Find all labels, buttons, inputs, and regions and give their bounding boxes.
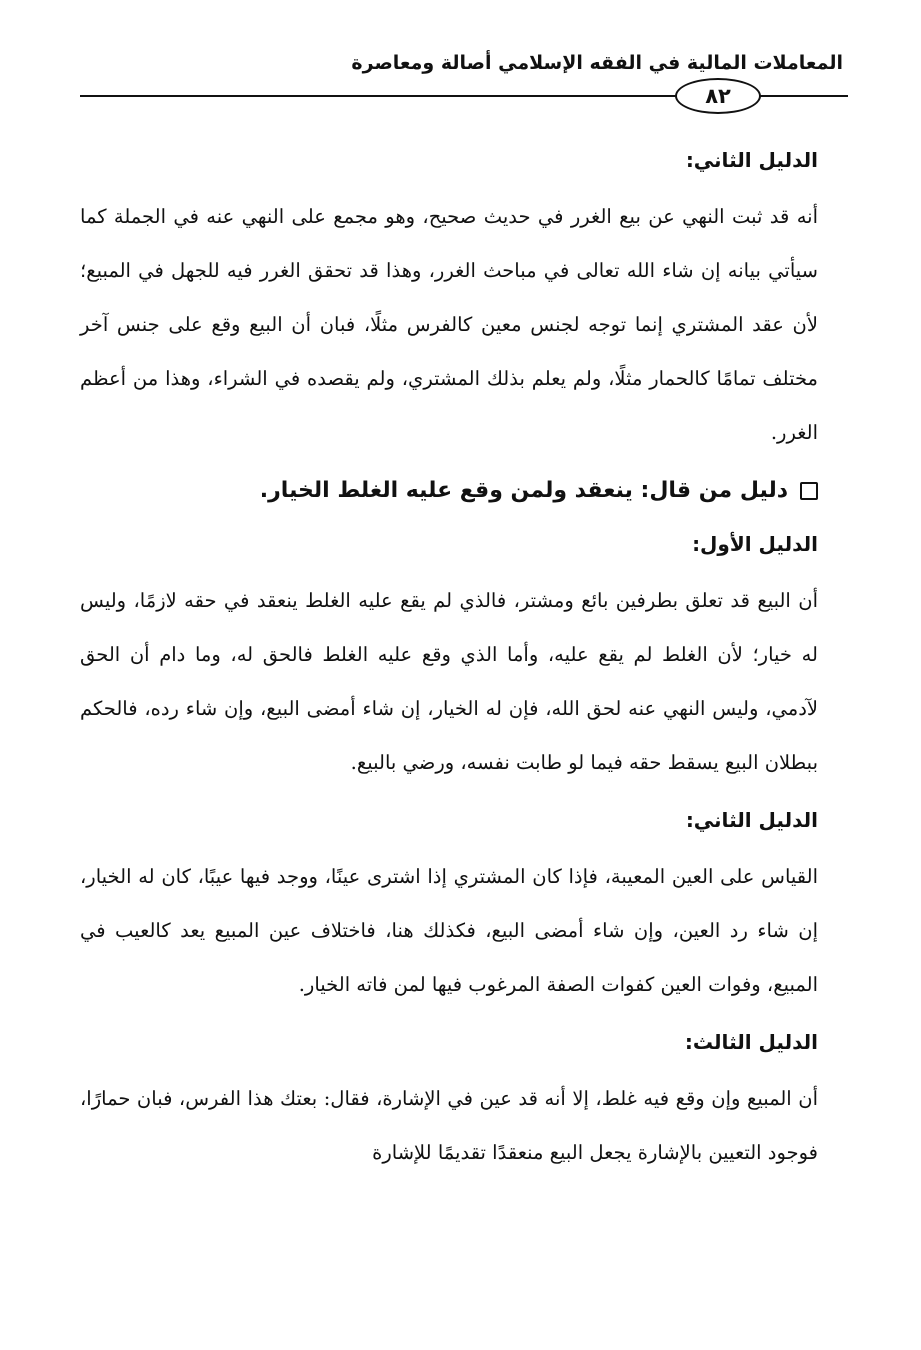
paragraph: القياس على العين المعيبة، فإذا كان المشتري إذا اشترى عينًا، ووجد فيها عيبًا، كان له الخيار، إن شاء رد العين، وإن شاء أمضى البيع، فكذلك هنا، فاختلاف عين المبيع يعد كالعيب في المبيع، وفوات العين كفوات الصفة المرغوب فيها لمن فاته الخيار. [80,865,818,996]
square-bullet-icon [800,482,818,500]
page-number: ٨٢ [675,78,761,114]
paragraph: أن المبيع وإن وقع فيه غلط، إلا أنه قد عين في الإشارة، فقال: بعتك هذا الفرس، فبان حمارًا، فوجود التعيين بالإشارة يجعل البيع منعقدًا تقديمًا للإشارة [80,1087,818,1164]
heading-second-evidence: الدليل الثاني: [685,808,818,832]
heading-first-evidence: الدليل الأول: [692,532,818,556]
section-title-text: دليل من قال: ينعقد ولمن وقع عليه الغلط الخيار. [259,478,788,503]
paragraph: أنه قد ثبت النهي عن بيع الغرر في حديث صحيح، وهو مجمع على النهي عنه في الجملة كما سيأتي بيانه إن شاء الله تعالى في مباحث الغرر، وهذا قد تحقق الغرر فيه للجهل في المبيع؛ لأن عقد المشتري إنما توجه لجنس معين كالفرس مثلًا، فبان أن البيع وقع على جنس آخر مختلف تمامًا كالحمار مثلًا، ولم يعلم بذلك المشتري، ولم يقصده في الشراء، وهذا من أعظم الغرر. [80,205,818,444]
paragraph: أن البيع قد تعلق بطرفين بائع ومشتر، فالذي لم يقع عليه الغلط ينعقد في حقه لازمًا، وليس له خيار؛ لأن الغلط لم يقع عليه، وأما الذي وقع عليه الغلط فالحق له، وما دام أن الحق لآدمي، وليس النهي عنه لحق الله، فإن له الخيار، إن شاء أمضى البيع، وإن شاء رده، فالحكم ببطلان البيع يسقط حقه فيما لو طابت نفسه، ورضي بالبيع. [80,589,818,774]
heading-third-evidence: الدليل الثالث: [684,1030,818,1054]
heading-second-evidence: الدليل الثاني: [685,148,818,172]
page-body [80,138,818,1188]
running-header: المعاملات المالية في الفقه الإسلامي أصالة ومعاصرة [351,52,843,74]
section-title [80,468,818,514]
